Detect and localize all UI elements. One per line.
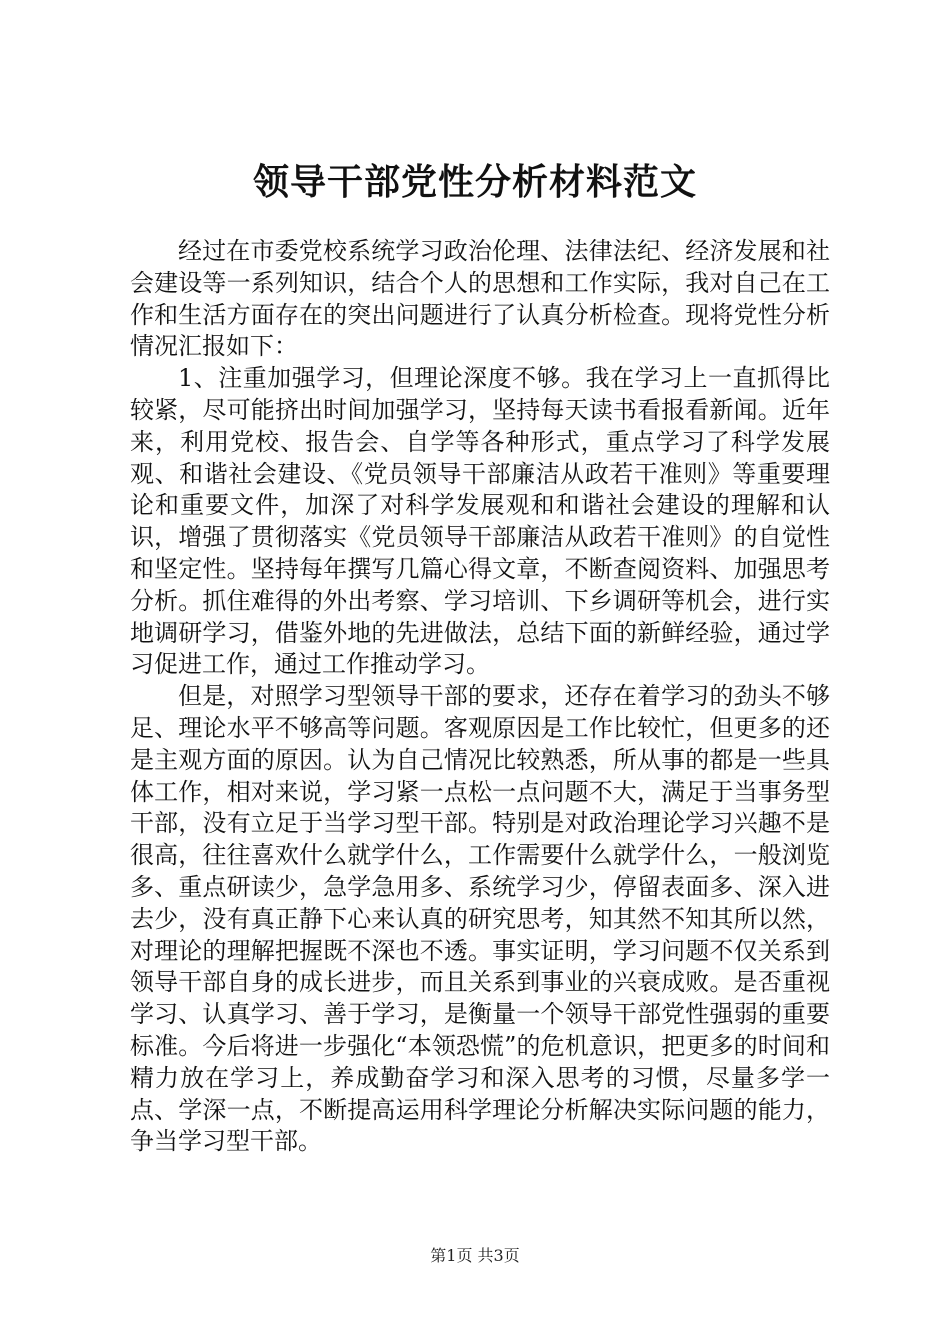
page-number: 第1页 共3页	[430, 1246, 520, 1265]
document-body	[130, 236, 830, 1158]
paragraph-point-1: 1、注重加强学习，但理论深度不够。我在学习上一直抓得比较紧，尽可能挤出时间加强学习，坚持每天读书看报看新闻。近年来，利用党校、报告会、自学等各种形式，重点学习了科学发展观、和谐社会建设、《党员领导干部廉洁从政若干准则》等重要理论和重要文件，加深了对科学发展观和和谐社会建设的理解和认识，增强了贯彻落实《党员领导干部廉洁从政若干准则》的自觉性和坚定性。坚持每年撰写几篇心得文章，不断查阅资料、加强思考分析。抓住难得的外出考察、学习培训、下乡调研等机会，进行实地调研学习，借鉴外地的先进做法，总结下面的新鲜经验，通过学习促进工作，通过工作推动学习。	[130, 364, 830, 679]
paragraph-shortcomings: 但是，对照学习型领导干部的要求，还存在着学习的劲头不够足、理论水平不够高等问题。客观原因是工作比较忙，但更多的还是主观方面的原因。认为自己情况比较熟悉，所从事的都是一些具体工作，相对来说，学习紧一点松一点问题不大，满足于当事务型干部，没有立足于当学习型干部。特别是对政治理论学习兴趣不是很高，往往喜欢什么就学什么，工作需要什么就学什么，一般浏览多、重点研读少，急学急用多、系统学习少，停留表面多、深入进去少，没有真正静下心来认真的研究思考，知其然不知其所以然，对理论的理解把握既不深也不透。事实证明，学习问题不仅关系到领导干部自身的成长进步，而且关系到事业的兴衰成败。是否重视学习、认真学习、善于学习，是衡量一个领导干部党性强弱的重要标准。今后将进一步强化“本领恐慌”的危机意识，把更多的时间和精力放在学习上，养成勤奋学习和深入思考的习惯，尽量多学一点、学深一点，不断提高运用科学理论分析解决实际问题的能力，争当学习型干部。	[130, 682, 830, 1156]
document-title: 领导干部党性分析材料范文	[252, 161, 697, 203]
paragraph-intro: 经过在市委党校系统学习政治伦理、法律法纪、经济发展和社会建设等一系列知识，结合个人的思想和工作实际，我对自己在工作和生活方面存在的突出问题进行了认真分析检查。现将党性分析情况汇报如下：	[130, 237, 830, 361]
